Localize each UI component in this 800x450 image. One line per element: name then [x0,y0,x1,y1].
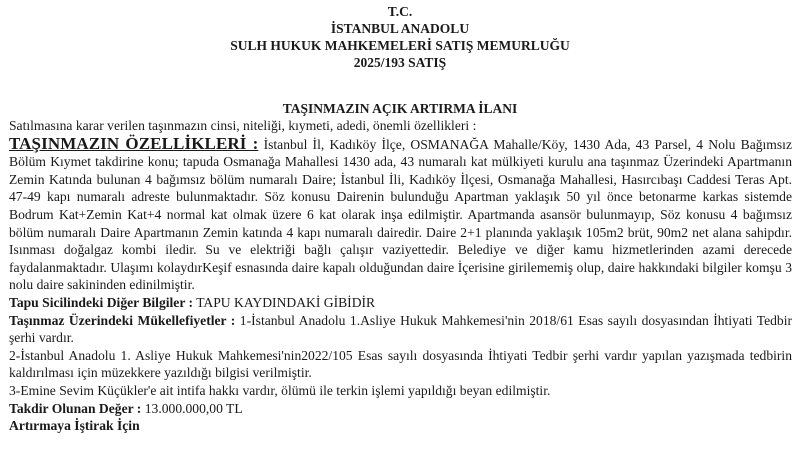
intro-text: Satılmasına karar verilen taşınmazın cinsi, niteliği, kıymeti, adedi, önemli özellikleri : [9,118,477,133]
registry-text: TAPU KAYDINDAKİ GİBİDİR [193,294,376,310]
participation-paragraph [9,417,792,435]
features-paragraph [9,135,792,294]
obligations-paragraph [9,312,792,347]
obligations-item-2: 2-İstanbul Anadolu 1. Asliye Hukuk Mahkemesi'nin2022/105 Esas sayılı dosyasında İhtiyati Tedbir şerhi vardır yapılan yazışmada tedbirin kaldırılması için müzekkere yazıldığı bilgisi verilmiştir. [9,347,792,381]
obligations-item-3: 3-Emine Sevim Küçükler'e ait intifa hakkı vardır, ölümü ile terkin işlemi yapıldığı beyan edilmiştir. [9,382,551,398]
notice-body [0,117,800,435]
header-line-file-number: 2025/193 SATIŞ [353,55,447,70]
features-text: İstanbul İl, Kadıköy İlçe, OSMANAĞA Mahalle/Köy, 1430 Ada, 43 Parsel, 4 Nolu Bağımsız Bölüm Kıymet takdirine konu; tapuda Osmanağa Mahallesi 1430 ada, 43 numaralı kat mülkiyeti kurulu ana taşınmaz Üzerindeki Apartmanın Zemin Katında bulunan 4 bağımsız bölüm numaralı Daire; İstanbul İli, Kadıköy İlçesi, Osmanağa Mahallesi, Hasırcıbaşı Caddesi Teras Apt. 47-49 kapı numaralı adreste bulunmaktadır. Söz konusu Dairenin bulunduğu Apartman yaklaşık 50 yıl önce betonarme karkas sistemde Bodrum Kat+Zemin Kat+4 normal kat olmak üzere 6 kat olarak inşa edilmiştir. Apartmanda asansör bulunmayıp, Söz konusu 4 bağımsız bölüm numaralı Daire Apartmanın Zemin katında 4 kapı numaralı dairedir. Daire 2+1 planında yaklaşık 105m2 brüt, 90m2 net alana sahipdır. Isınması doğalgaz kombi iledir. Su ve elektriği bağlı çalışır vaziyettedir. Belediye ve diğer kamu hizmetlerinden azami derecede faydalanmaktadır. Ulaşımı kolaydırKeşif esnasında daire kapalı olduğundan daire İçerisine girilememiş olup, daire hakkındaki bilgiler komşu 3 nolu daire sakininden edinilmiştir. [9,136,792,293]
features-label: TAŞINMAZIN ÖZELLİKLERİ : [9,133,259,153]
valuation-paragraph [9,400,792,418]
header-line-tc: T.C. [387,4,413,19]
participation-label: Artırmaya İştirak İçin [9,418,140,434]
notice-title: TAŞINMAZIN AÇIK ARTIRMA İLANI [282,101,518,116]
valuation-text: 13.000.000,00 TL [141,400,243,416]
document-header [0,0,800,71]
obligations-item-1: 1-İstanbul Anadolu 1.Asliye Hukuk Mahkemesi'nin 2018/61 Esas sayılı dosyasından İhtiyati Tedbir şerhi vardır. [9,312,792,346]
registry-paragraph [9,294,792,312]
header-line-court-region: İSTANBUL ANADOLU [330,21,470,36]
obligations-label: Taşınmaz Üzerindeki Mükellefiyetler : [9,312,236,328]
valuation-label: Takdir Olunan Değer : [9,400,142,416]
registry-label: Tapu Sicilindeki Diğer Bilgiler : [9,294,194,310]
header-line-office: SULH HUKUK MAHKEMELERİ SATIŞ MEMURLUĞU [230,38,570,53]
